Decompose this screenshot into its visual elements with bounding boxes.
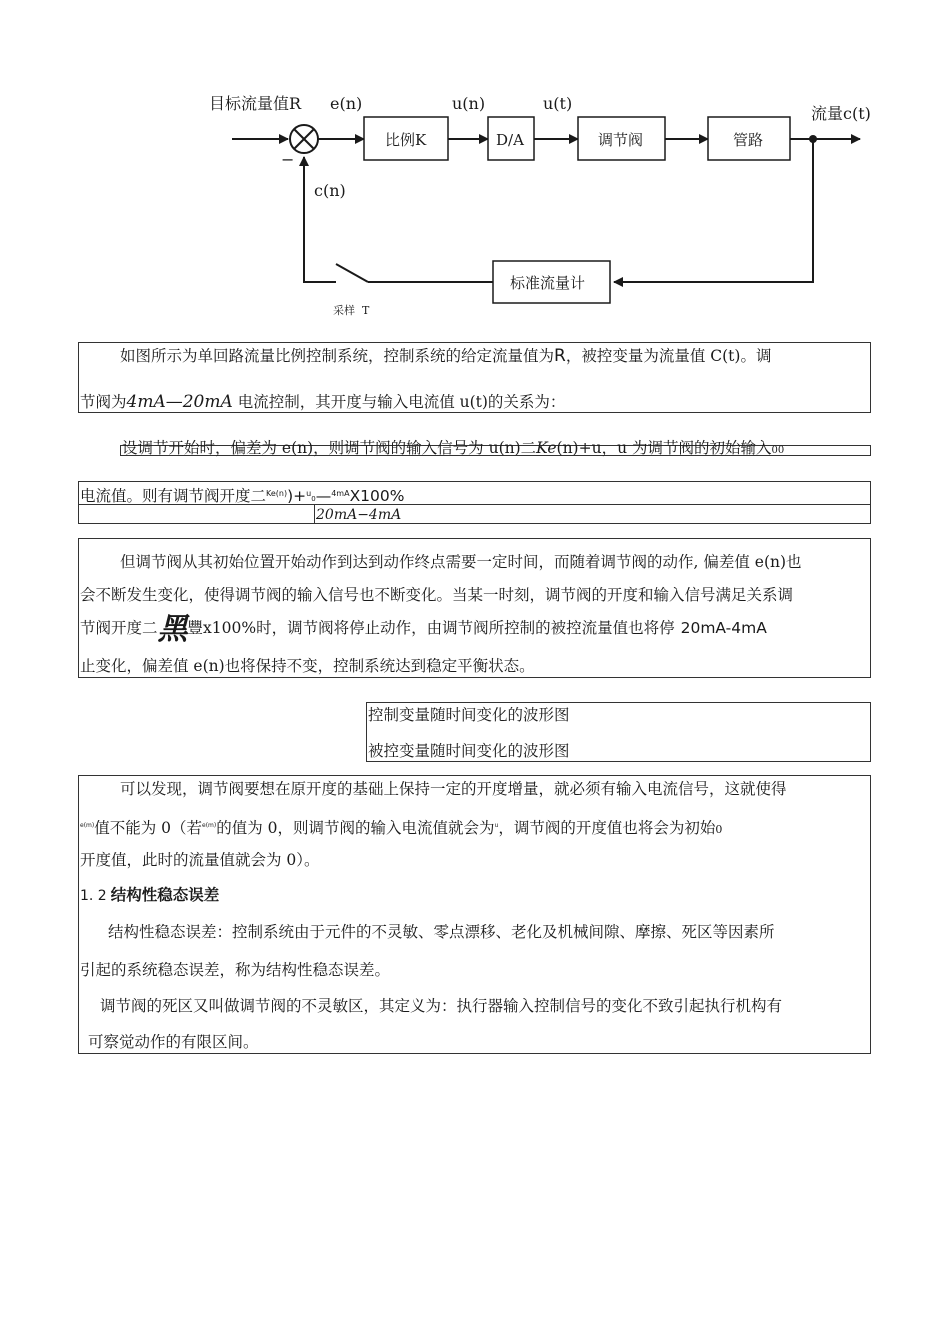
box1-line1 bbox=[120, 346, 771, 366]
box4-line3-text-c: x100%时，调节阀将停止动作，由调节阀所控制的被控流量值也将停 bbox=[203, 619, 675, 637]
output-label: 流量c(t) bbox=[811, 104, 871, 123]
block-valve-label: 调节阀 bbox=[598, 131, 644, 149]
box1-line2-text-b: 电流控制，其开度与输入电流值 u(t)的关系为： bbox=[232, 393, 566, 411]
feedback-line-left bbox=[304, 157, 336, 282]
box6-tiny-u: u bbox=[494, 822, 499, 829]
ut-label: u(t) bbox=[543, 94, 573, 113]
box1-line2-text-a: 节阀为 bbox=[80, 393, 127, 411]
un-label: u(n) bbox=[452, 94, 486, 113]
box3-percent: X100% bbox=[349, 487, 405, 505]
box4-garbled-fraction: 黑 bbox=[157, 612, 188, 647]
box1-current-range: 4mA—20mA bbox=[126, 392, 233, 412]
block-k-label: 比例K bbox=[385, 131, 427, 149]
sampler-switch bbox=[336, 264, 368, 282]
caption-control-variable: 控制变量随时间变化的波形图 bbox=[368, 706, 570, 724]
block-diagram bbox=[0, 0, 950, 330]
box3-denominator: 20mA−4mA bbox=[316, 507, 402, 523]
section-heading bbox=[80, 885, 219, 906]
box2-text-b: (n)+u，u 为调节阀的初始输入 bbox=[556, 439, 772, 457]
box4-line2: 会不断发生变化，使得调节阀的输入信号也不断变化。当某一时刻，调节阀的开度和输入信号满足关系调 bbox=[80, 586, 794, 604]
feedback-label: c(n) bbox=[314, 181, 346, 200]
box4-line3 bbox=[80, 612, 767, 647]
box6-line1: 可以发现，调节阀要想在原开度的基础上保持一定的开度增量，就必须有输入电流信号，这就使得 bbox=[120, 780, 787, 798]
box1-line1-text-a: 如图所示为单回路流量比例控制系统，控制系统的给定流量值为 bbox=[120, 347, 555, 365]
box6-para1-line2: 引起的系统稳态误差，称为结构性稳态误差。 bbox=[80, 961, 391, 979]
block-pipe-label: 管路 bbox=[733, 131, 764, 149]
box2-text-a: 设调节开始时，偏差为 e(n)，则调节阀的输入信号为 u(n)二 bbox=[122, 439, 537, 457]
caption-controlled-variable: 被控变量随时间变化的波形图 bbox=[368, 742, 570, 760]
box3-4ma: 4mA bbox=[331, 489, 350, 498]
box3-text-a: 电流值。则有调节阀开度二 bbox=[80, 487, 267, 505]
box2-line bbox=[122, 438, 784, 461]
box6-line2-text-b: 的值为 0，则调节阀的输入电流值就会为 bbox=[216, 819, 495, 837]
box6-para2-line1: 调节阀的死区又叫做调节阀的不灵敏区，其定义为：执行器输入控制信号的变化不致引起执行机构有 bbox=[100, 997, 783, 1015]
box3-u: u bbox=[306, 489, 312, 498]
box2-ke: Ke bbox=[536, 439, 557, 457]
block-meter-label: 标准流量计 bbox=[510, 274, 586, 292]
minus-sign: − bbox=[281, 150, 295, 169]
box4-garbled-char: 豐 bbox=[187, 619, 204, 637]
box3-minus: — bbox=[315, 487, 332, 505]
box6-tiny-e2: e(m) bbox=[202, 822, 217, 829]
sampler-label: 采样 T bbox=[333, 304, 370, 317]
error-label: e(n) bbox=[330, 94, 363, 113]
block-da-label: D/A bbox=[496, 131, 524, 149]
box3-plus: )+ bbox=[287, 487, 307, 505]
box4-line1: 但调节阀从其初始位置开始动作到达到动作终点需要一定时间，而随着调节阀的动作, 偏差值 e(n)也 bbox=[120, 553, 802, 571]
summing-junction bbox=[290, 125, 318, 153]
box6-line3: 开度值，此时的流量值就会为 0）。 bbox=[80, 851, 320, 869]
section-number: 1. 2 bbox=[80, 888, 107, 904]
box6-line2-text-c: ，调节阀的开度值也将会为初始 bbox=[498, 819, 716, 837]
box4-line3-text-a: 节阀开度二 bbox=[80, 619, 158, 637]
box6-line2 bbox=[80, 816, 722, 840]
box3-fraction-top: Ke(n) bbox=[266, 489, 288, 498]
box6-line2-end: 0 bbox=[715, 823, 723, 836]
box4-range: 20mA-4mA bbox=[680, 619, 767, 637]
box1-line2 bbox=[80, 392, 565, 412]
input-label: 目标流量值R bbox=[209, 94, 302, 113]
box4-line4: 止变化，偏差值 e(n)也将保持不变，控制系统达到稳定平衡状态。 bbox=[80, 657, 535, 675]
box6-line2-text-a: 值不能为 0（若 bbox=[94, 819, 203, 837]
box1-line1-text-b: ，被控变量为流量值 C(t)。调 bbox=[565, 347, 772, 365]
section-title: 结构性稳态误差 bbox=[110, 886, 220, 904]
box1-symbol-r: R bbox=[554, 346, 566, 366]
box6-para1-line1: 结构性稳态误差：控制系统由于元件的不灵敏、零点漂移、老化及机械间隙、摩擦、死区等因素所 bbox=[108, 923, 775, 941]
box6-para2-line2: 可察觉动作的有限区间。 bbox=[88, 1033, 259, 1051]
box2-subscript: 00 bbox=[771, 445, 785, 456]
box6-tiny-e1: e(m) bbox=[80, 822, 95, 829]
box3-u-subscript: 0 bbox=[311, 495, 316, 503]
